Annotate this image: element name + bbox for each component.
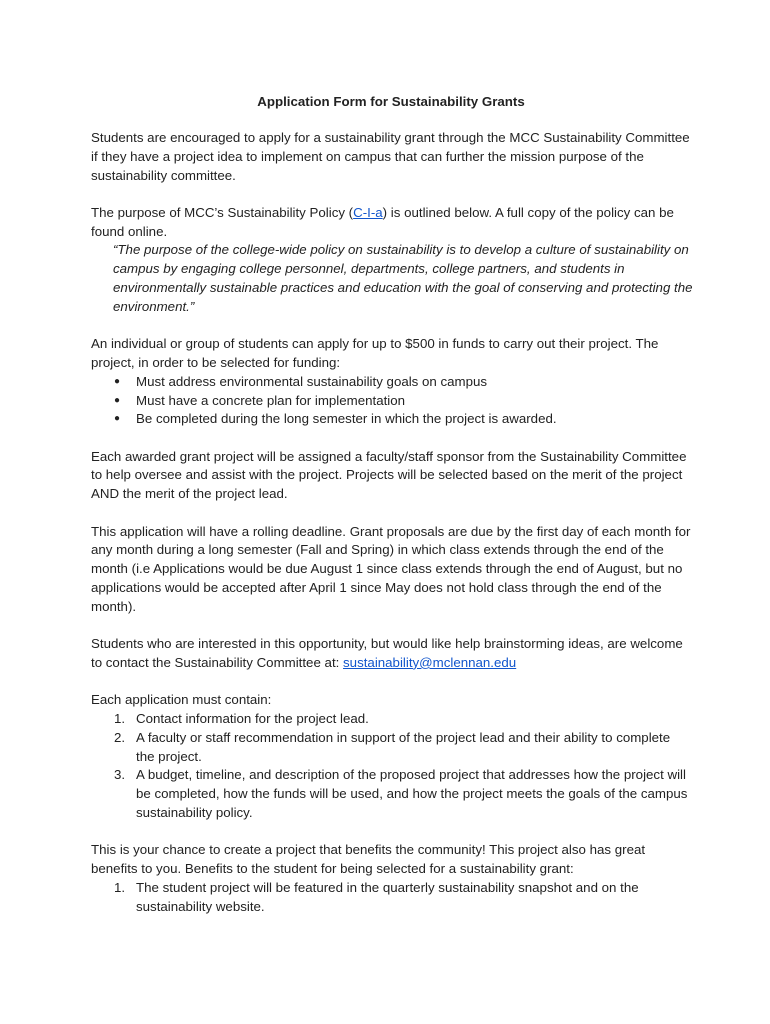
policy-link[interactable]: C-I-a [353, 204, 383, 220]
list-item [114, 729, 691, 767]
list-item: ● Must address environmental sustainability goals on campus [136, 373, 691, 392]
requirements-heading: Each application must contain: [91, 692, 272, 708]
list-item [114, 766, 691, 822]
funding-criteria-list [91, 373, 691, 429]
list-number: 3. [114, 767, 126, 783]
list-number: 1. [114, 879, 126, 895]
purpose-paragraph [91, 204, 691, 242]
list-item-text: The student project will be featured in the quarterly sustainability snapshot and on the sustainability website. [136, 879, 639, 914]
list-item [114, 879, 691, 917]
policy-quote: “The purpose of the college-wide policy on sustainability is to develop a culture of sustainability on campus by engaging college personnel, departments, college partners, and students in environmentally sustainable practices and education with the goal of conserving and protecting the environment.” [113, 242, 693, 314]
list-number: 2. [114, 729, 126, 745]
purpose-text-after: ) is outlined below. A full copy of the policy can be found online. [91, 204, 674, 239]
contact-text: Students who are interested in this opportunity, but would like help brainstorming ideas, are welcome to contact the Sustainability Committee at: [91, 636, 683, 670]
benefits-list [91, 879, 691, 917]
document-body [91, 93, 691, 916]
purpose-text-before: The purpose of MCC’s Sustainability Policy ( [91, 204, 354, 220]
list-item: ● Must have a concrete plan for implementation [136, 392, 691, 411]
intro-paragraph: Students are encouraged to apply for a sustainability grant through the MCC Sustainability Committee if they have a project idea to implement on campus that can further the mission purpose of the sustainability committee. [91, 130, 690, 183]
benefits-paragraph: This is your chance to create a project that benefits the community! This project also has great benefits to you. Benefits to the student for being selected for a sustainability grant: [91, 842, 646, 876]
list-number: 1. [114, 710, 126, 726]
email-link[interactable]: sustainability@mclennan.edu [343, 654, 517, 670]
deadline-paragraph: This application will have a rolling deadline. Grant proposals are due by the first day of each month for any month during a long semester (Fall and Spring) in which class extends through the end of the month (i.e Applications would be due August 1 since class extends through the end of August, but no applications would be accepted after April 1 since May does not hold class through the end of the month). [91, 523, 691, 614]
list-item-text: Contact information for the project lead. [136, 710, 369, 726]
list-item: ● Be completed during the long semester in which the project is awarded. [136, 410, 691, 429]
list-item-text: A faculty or staff recommendation in support of the project lead and their ability to complete the project. [136, 729, 671, 764]
contact-paragraph [91, 635, 691, 673]
funding-paragraph: An individual or group of students can apply for up to $500 in funds to carry out their project. The project, in order to be selected for funding: [91, 336, 659, 370]
sponsor-paragraph: Each awarded grant project will be assigned a faculty/staff sponsor from the Sustainability Committee to help oversee and assist with the project. Projects will be selected based on the merit of the project AND the merit of the project lead. [91, 448, 687, 502]
document-title: Application Form for Sustainability Grants [257, 94, 525, 109]
requirements-list [91, 710, 691, 823]
list-item-text: A budget, timeline, and description of the proposed project that addresses how the project will be completed, how the funds will be used, and how the project meets the goals of the campus sustainability policy. [136, 767, 688, 820]
list-item [114, 710, 691, 729]
